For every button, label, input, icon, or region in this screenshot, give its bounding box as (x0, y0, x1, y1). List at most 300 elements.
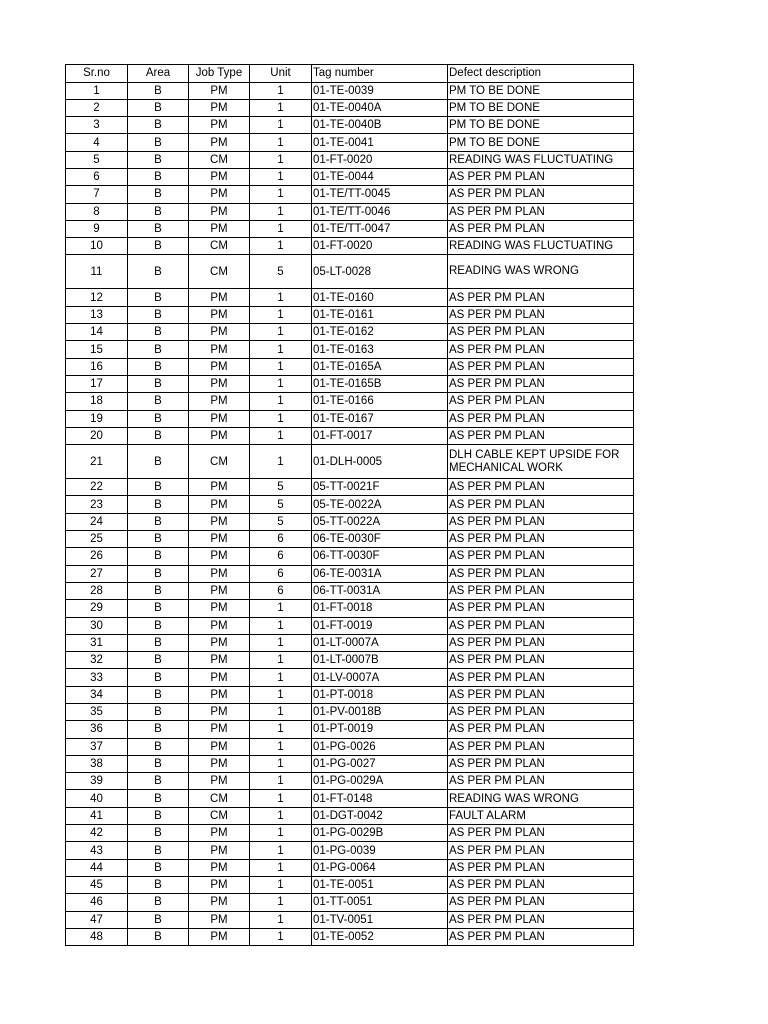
header-defect-description: Defect description (448, 65, 634, 83)
cell-area: B (128, 790, 189, 807)
table-row (66, 393, 634, 410)
cell-area: B (128, 773, 189, 790)
table-row (66, 876, 634, 893)
cell-unit: 5 (250, 513, 312, 530)
cell-sr-no: 28 (66, 582, 128, 599)
cell-unit: 1 (250, 738, 312, 755)
table-row (66, 790, 634, 807)
cell-job-type: PM (189, 894, 250, 911)
cell-area: B (128, 410, 189, 427)
header-sr-no: Sr.no (66, 65, 128, 83)
cell-area: B (128, 341, 189, 358)
cell-unit: 6 (250, 565, 312, 582)
cell-job-type: PM (189, 876, 250, 893)
cell-job-type: PM (189, 324, 250, 341)
cell-sr-no: 32 (66, 652, 128, 669)
cell-area: B (128, 151, 189, 168)
table-row (66, 82, 634, 99)
cell-area: B (128, 738, 189, 755)
table-row (66, 168, 634, 185)
table-row (66, 375, 634, 392)
cell-area: B (128, 82, 189, 99)
table-row (66, 738, 634, 755)
cell-defect-description: AS PER PM PLAN (448, 876, 634, 893)
cell-area: B (128, 513, 189, 530)
cell-tag-number: 01-TE-0052 (312, 928, 448, 945)
cell-sr-no: 41 (66, 807, 128, 824)
cell-unit: 1 (250, 755, 312, 772)
cell-defect-description: READING WAS WRONG (448, 255, 634, 289)
cell-job-type: PM (189, 375, 250, 392)
cell-unit: 1 (250, 790, 312, 807)
cell-job-type: PM (189, 600, 250, 617)
cell-unit: 1 (250, 634, 312, 651)
cell-defect-description: AS PER PM PLAN (448, 358, 634, 375)
cell-sr-no: 11 (66, 255, 128, 289)
cell-sr-no: 44 (66, 859, 128, 876)
cell-defect-description: PM TO BE DONE (448, 99, 634, 116)
cell-defect-description: AS PER PM PLAN (448, 582, 634, 599)
cell-area: B (128, 238, 189, 255)
cell-job-type: PM (189, 755, 250, 772)
cell-tag-number: 01-FT-0019 (312, 617, 448, 634)
cell-unit: 1 (250, 82, 312, 99)
cell-defect-description: AS PER PM PLAN (448, 600, 634, 617)
cell-unit: 1 (250, 358, 312, 375)
cell-job-type: PM (189, 634, 250, 651)
cell-defect-description: AS PER PM PLAN (448, 686, 634, 703)
cell-sr-no: 47 (66, 911, 128, 928)
cell-tag-number: 01-TE-0160 (312, 289, 448, 306)
cell-defect-description: AS PER PM PLAN (448, 738, 634, 755)
cell-area: B (128, 445, 189, 479)
cell-tag-number: 01-PT-0018 (312, 686, 448, 703)
cell-tag-number: 01-FT-0017 (312, 427, 448, 444)
cell-sr-no: 4 (66, 134, 128, 151)
cell-job-type: PM (189, 99, 250, 116)
cell-tag-number: 01-TE-0165A (312, 358, 448, 375)
cell-area: B (128, 99, 189, 116)
cell-job-type: PM (189, 565, 250, 582)
cell-job-type: PM (189, 911, 250, 928)
cell-sr-no: 40 (66, 790, 128, 807)
cell-defect-description: AS PER PM PLAN (448, 410, 634, 427)
table-row (66, 825, 634, 842)
cell-defect-description: PM TO BE DONE (448, 82, 634, 99)
header-area: Area (128, 65, 189, 83)
cell-job-type: PM (189, 531, 250, 548)
cell-defect-description: AS PER PM PLAN (448, 755, 634, 772)
cell-tag-number: 01-PG-0029B (312, 825, 448, 842)
cell-sr-no: 24 (66, 513, 128, 530)
cell-unit: 1 (250, 99, 312, 116)
cell-unit: 1 (250, 876, 312, 893)
cell-area: B (128, 220, 189, 237)
cell-unit: 1 (250, 600, 312, 617)
cell-area: B (128, 289, 189, 306)
cell-job-type: CM (189, 238, 250, 255)
cell-defect-description: AS PER PM PLAN (448, 721, 634, 738)
cell-sr-no: 38 (66, 755, 128, 772)
cell-sr-no: 22 (66, 479, 128, 496)
cell-area: B (128, 324, 189, 341)
table-row (66, 859, 634, 876)
cell-sr-no: 8 (66, 203, 128, 220)
cell-unit: 1 (250, 825, 312, 842)
cell-tag-number: 01-PG-0027 (312, 755, 448, 772)
cell-area: B (128, 807, 189, 824)
cell-area: B (128, 634, 189, 651)
cell-unit: 5 (250, 496, 312, 513)
cell-sr-no: 26 (66, 548, 128, 565)
cell-tag-number: 01-PT-0019 (312, 721, 448, 738)
cell-sr-no: 19 (66, 410, 128, 427)
table-row (66, 669, 634, 686)
cell-defect-description: AS PER PM PLAN (448, 203, 634, 220)
cell-sr-no: 6 (66, 168, 128, 185)
cell-area: B (128, 393, 189, 410)
cell-area: B (128, 427, 189, 444)
cell-job-type: PM (189, 928, 250, 945)
table-row (66, 704, 634, 721)
cell-sr-no: 21 (66, 445, 128, 479)
cell-area: B (128, 600, 189, 617)
cell-sr-no: 37 (66, 738, 128, 755)
cell-sr-no: 31 (66, 634, 128, 651)
header-unit: Unit (250, 65, 312, 83)
cell-defect-description: AS PER PM PLAN (448, 306, 634, 323)
cell-defect-description: AS PER PM PLAN (448, 341, 634, 358)
cell-job-type: PM (189, 479, 250, 496)
cell-unit: 1 (250, 341, 312, 358)
cell-sr-no: 17 (66, 375, 128, 392)
cell-area: B (128, 117, 189, 134)
cell-tag-number: 01-TE/TT-0046 (312, 203, 448, 220)
cell-defect-description: AS PER PM PLAN (448, 652, 634, 669)
cell-tag-number: 01-TV-0051 (312, 911, 448, 928)
cell-unit: 1 (250, 669, 312, 686)
cell-tag-number: 06-TE-0031A (312, 565, 448, 582)
cell-sr-no: 43 (66, 842, 128, 859)
cell-job-type: PM (189, 220, 250, 237)
cell-defect-description: AS PER PM PLAN (448, 168, 634, 185)
table-row (66, 721, 634, 738)
cell-job-type: PM (189, 669, 250, 686)
cell-sr-no: 36 (66, 721, 128, 738)
cell-tag-number: 01-DLH-0005 (312, 445, 448, 479)
cell-tag-number: 06-TT-0031A (312, 582, 448, 599)
cell-area: B (128, 894, 189, 911)
cell-tag-number: 01-PG-0026 (312, 738, 448, 755)
cell-sr-no: 12 (66, 289, 128, 306)
cell-area: B (128, 306, 189, 323)
cell-sr-no: 3 (66, 117, 128, 134)
cell-tag-number: 01-TE/TT-0045 (312, 186, 448, 203)
cell-unit: 1 (250, 721, 312, 738)
cell-job-type: PM (189, 686, 250, 703)
cell-sr-no: 9 (66, 220, 128, 237)
cell-defect-description: AS PER PM PLAN (448, 634, 634, 651)
cell-unit: 1 (250, 427, 312, 444)
cell-sr-no: 14 (66, 324, 128, 341)
cell-defect-description: AS PER PM PLAN (448, 531, 634, 548)
table-row (66, 99, 634, 116)
cell-area: B (128, 825, 189, 842)
cell-sr-no: 23 (66, 496, 128, 513)
cell-job-type: PM (189, 496, 250, 513)
cell-area: B (128, 669, 189, 686)
cell-sr-no: 30 (66, 617, 128, 634)
cell-job-type: PM (189, 859, 250, 876)
cell-sr-no: 25 (66, 531, 128, 548)
cell-sr-no: 33 (66, 669, 128, 686)
cell-defect-description: DLH CABLE KEPT UPSIDE FOR MECHANICAL WORK (448, 445, 634, 479)
cell-area: B (128, 134, 189, 151)
cell-sr-no: 7 (66, 186, 128, 203)
header-tag-number: Tag number (312, 65, 448, 83)
table-row (66, 289, 634, 306)
cell-tag-number: 01-TE-0162 (312, 324, 448, 341)
header-job-type: Job Type (189, 65, 250, 83)
cell-defect-description: AS PER PM PLAN (448, 704, 634, 721)
cell-unit: 1 (250, 652, 312, 669)
cell-tag-number: 05-TT-0022A (312, 513, 448, 530)
cell-unit: 1 (250, 220, 312, 237)
table-row (66, 565, 634, 582)
cell-unit: 1 (250, 203, 312, 220)
table-row (66, 496, 634, 513)
cell-unit: 1 (250, 859, 312, 876)
cell-defect-description: AS PER PM PLAN (448, 894, 634, 911)
cell-sr-no: 34 (66, 686, 128, 703)
cell-tag-number: 01-PG-0039 (312, 842, 448, 859)
table-row (66, 479, 634, 496)
cell-area: B (128, 168, 189, 185)
cell-job-type: PM (189, 721, 250, 738)
cell-area: B (128, 565, 189, 582)
cell-job-type: PM (189, 341, 250, 358)
cell-area: B (128, 531, 189, 548)
cell-sr-no: 42 (66, 825, 128, 842)
cell-tag-number: 06-TT-0030F (312, 548, 448, 565)
cell-defect-description: AS PER PM PLAN (448, 496, 634, 513)
cell-area: B (128, 721, 189, 738)
cell-defect-description: AS PER PM PLAN (448, 393, 634, 410)
spreadsheet-page (65, 64, 634, 946)
cell-tag-number: 01-FT-0020 (312, 238, 448, 255)
table-row (66, 894, 634, 911)
cell-defect-description: AS PER PM PLAN (448, 186, 634, 203)
cell-tag-number: 01-TE-0039 (312, 82, 448, 99)
cell-job-type: PM (189, 825, 250, 842)
table-row (66, 427, 634, 444)
cell-tag-number: 01-PG-0029A (312, 773, 448, 790)
cell-tag-number: 06-TE-0030F (312, 531, 448, 548)
cell-defect-description: AS PER PM PLAN (448, 565, 634, 582)
cell-job-type: PM (189, 117, 250, 134)
cell-sr-no: 18 (66, 393, 128, 410)
cell-tag-number: 01-LV-0007A (312, 669, 448, 686)
cell-area: B (128, 704, 189, 721)
cell-unit: 1 (250, 842, 312, 859)
cell-tag-number: 01-TE-0167 (312, 410, 448, 427)
cell-job-type: PM (189, 513, 250, 530)
cell-job-type: CM (189, 255, 250, 289)
cell-area: B (128, 358, 189, 375)
cell-unit: 1 (250, 807, 312, 824)
cell-area: B (128, 375, 189, 392)
cell-area: B (128, 842, 189, 859)
table-row (66, 531, 634, 548)
cell-area: B (128, 755, 189, 772)
cell-unit: 6 (250, 548, 312, 565)
cell-unit: 1 (250, 686, 312, 703)
defect-table (65, 64, 634, 946)
cell-tag-number: 01-DGT-0042 (312, 807, 448, 824)
cell-job-type: PM (189, 617, 250, 634)
table-row (66, 686, 634, 703)
table-body (66, 82, 634, 946)
table-row (66, 911, 634, 928)
cell-unit: 1 (250, 238, 312, 255)
cell-defect-description: READING WAS WRONG (448, 790, 634, 807)
cell-job-type: CM (189, 445, 250, 479)
cell-tag-number: 01-FT-0018 (312, 600, 448, 617)
cell-unit: 1 (250, 324, 312, 341)
table-row (66, 306, 634, 323)
cell-job-type: PM (189, 548, 250, 565)
cell-unit: 1 (250, 617, 312, 634)
table-row (66, 238, 634, 255)
cell-area: B (128, 582, 189, 599)
cell-unit: 1 (250, 186, 312, 203)
cell-area: B (128, 548, 189, 565)
cell-unit: 6 (250, 582, 312, 599)
cell-area: B (128, 859, 189, 876)
cell-sr-no: 10 (66, 238, 128, 255)
cell-area: B (128, 186, 189, 203)
table-row (66, 151, 634, 168)
cell-tag-number: 01-PV-0018B (312, 704, 448, 721)
cell-unit: 1 (250, 134, 312, 151)
cell-area: B (128, 928, 189, 945)
cell-defect-description: AS PER PM PLAN (448, 911, 634, 928)
cell-sr-no: 27 (66, 565, 128, 582)
cell-sr-no: 35 (66, 704, 128, 721)
cell-defect-description: AS PER PM PLAN (448, 669, 634, 686)
cell-sr-no: 1 (66, 82, 128, 99)
table-row (66, 617, 634, 634)
cell-defect-description: AS PER PM PLAN (448, 617, 634, 634)
cell-unit: 1 (250, 117, 312, 134)
cell-tag-number: 01-TE/TT-0047 (312, 220, 448, 237)
table-row (66, 445, 634, 479)
table-row (66, 513, 634, 530)
cell-tag-number: 01-TE-0040B (312, 117, 448, 134)
cell-tag-number: 01-TT-0051 (312, 894, 448, 911)
cell-job-type: PM (189, 358, 250, 375)
cell-job-type: PM (189, 773, 250, 790)
table-row (66, 807, 634, 824)
cell-defect-description: AS PER PM PLAN (448, 324, 634, 341)
table-row (66, 928, 634, 945)
table-row (66, 548, 634, 565)
cell-area: B (128, 203, 189, 220)
cell-job-type: PM (189, 82, 250, 99)
cell-defect-description: AS PER PM PLAN (448, 375, 634, 392)
cell-job-type: PM (189, 306, 250, 323)
cell-unit: 1 (250, 375, 312, 392)
cell-tag-number: 01-TE-0040A (312, 99, 448, 116)
cell-unit: 1 (250, 289, 312, 306)
cell-sr-no: 29 (66, 600, 128, 617)
cell-defect-description: AS PER PM PLAN (448, 773, 634, 790)
cell-unit: 1 (250, 445, 312, 479)
table-row (66, 652, 634, 669)
table-row (66, 358, 634, 375)
cell-job-type: CM (189, 151, 250, 168)
table-row (66, 634, 634, 651)
cell-defect-description: AS PER PM PLAN (448, 513, 634, 530)
cell-area: B (128, 652, 189, 669)
cell-sr-no: 2 (66, 99, 128, 116)
cell-sr-no: 15 (66, 341, 128, 358)
table-row (66, 341, 634, 358)
cell-sr-no: 45 (66, 876, 128, 893)
cell-defect-description: PM TO BE DONE (448, 134, 634, 151)
cell-job-type: PM (189, 582, 250, 599)
cell-unit: 1 (250, 393, 312, 410)
cell-job-type: PM (189, 203, 250, 220)
table-row (66, 186, 634, 203)
cell-job-type: PM (189, 410, 250, 427)
cell-sr-no: 5 (66, 151, 128, 168)
cell-defect-description: FAULT ALARM (448, 807, 634, 824)
cell-defect-description: PM TO BE DONE (448, 117, 634, 134)
cell-tag-number: 01-TE-0041 (312, 134, 448, 151)
cell-job-type: PM (189, 738, 250, 755)
cell-tag-number: 05-TE-0022A (312, 496, 448, 513)
cell-job-type: CM (189, 807, 250, 824)
cell-job-type: PM (189, 704, 250, 721)
cell-area: B (128, 876, 189, 893)
cell-unit: 1 (250, 911, 312, 928)
cell-unit: 1 (250, 306, 312, 323)
table-row (66, 203, 634, 220)
cell-job-type: PM (189, 393, 250, 410)
table-row (66, 410, 634, 427)
cell-tag-number: 01-TE-0051 (312, 876, 448, 893)
cell-tag-number: 05-LT-0028 (312, 255, 448, 289)
cell-unit: 1 (250, 894, 312, 911)
cell-unit: 1 (250, 168, 312, 185)
table-row (66, 842, 634, 859)
table-row (66, 600, 634, 617)
cell-job-type: PM (189, 186, 250, 203)
cell-area: B (128, 255, 189, 289)
cell-job-type: PM (189, 427, 250, 444)
cell-unit: 5 (250, 255, 312, 289)
cell-area: B (128, 479, 189, 496)
cell-tag-number: 01-LT-0007A (312, 634, 448, 651)
cell-defect-description: AS PER PM PLAN (448, 928, 634, 945)
cell-tag-number: 01-TE-0161 (312, 306, 448, 323)
cell-unit: 1 (250, 773, 312, 790)
cell-defect-description: AS PER PM PLAN (448, 548, 634, 565)
cell-job-type: PM (189, 842, 250, 859)
cell-defect-description: READING WAS FLUCTUATING (448, 238, 634, 255)
cell-tag-number: 01-TE-0165B (312, 375, 448, 392)
